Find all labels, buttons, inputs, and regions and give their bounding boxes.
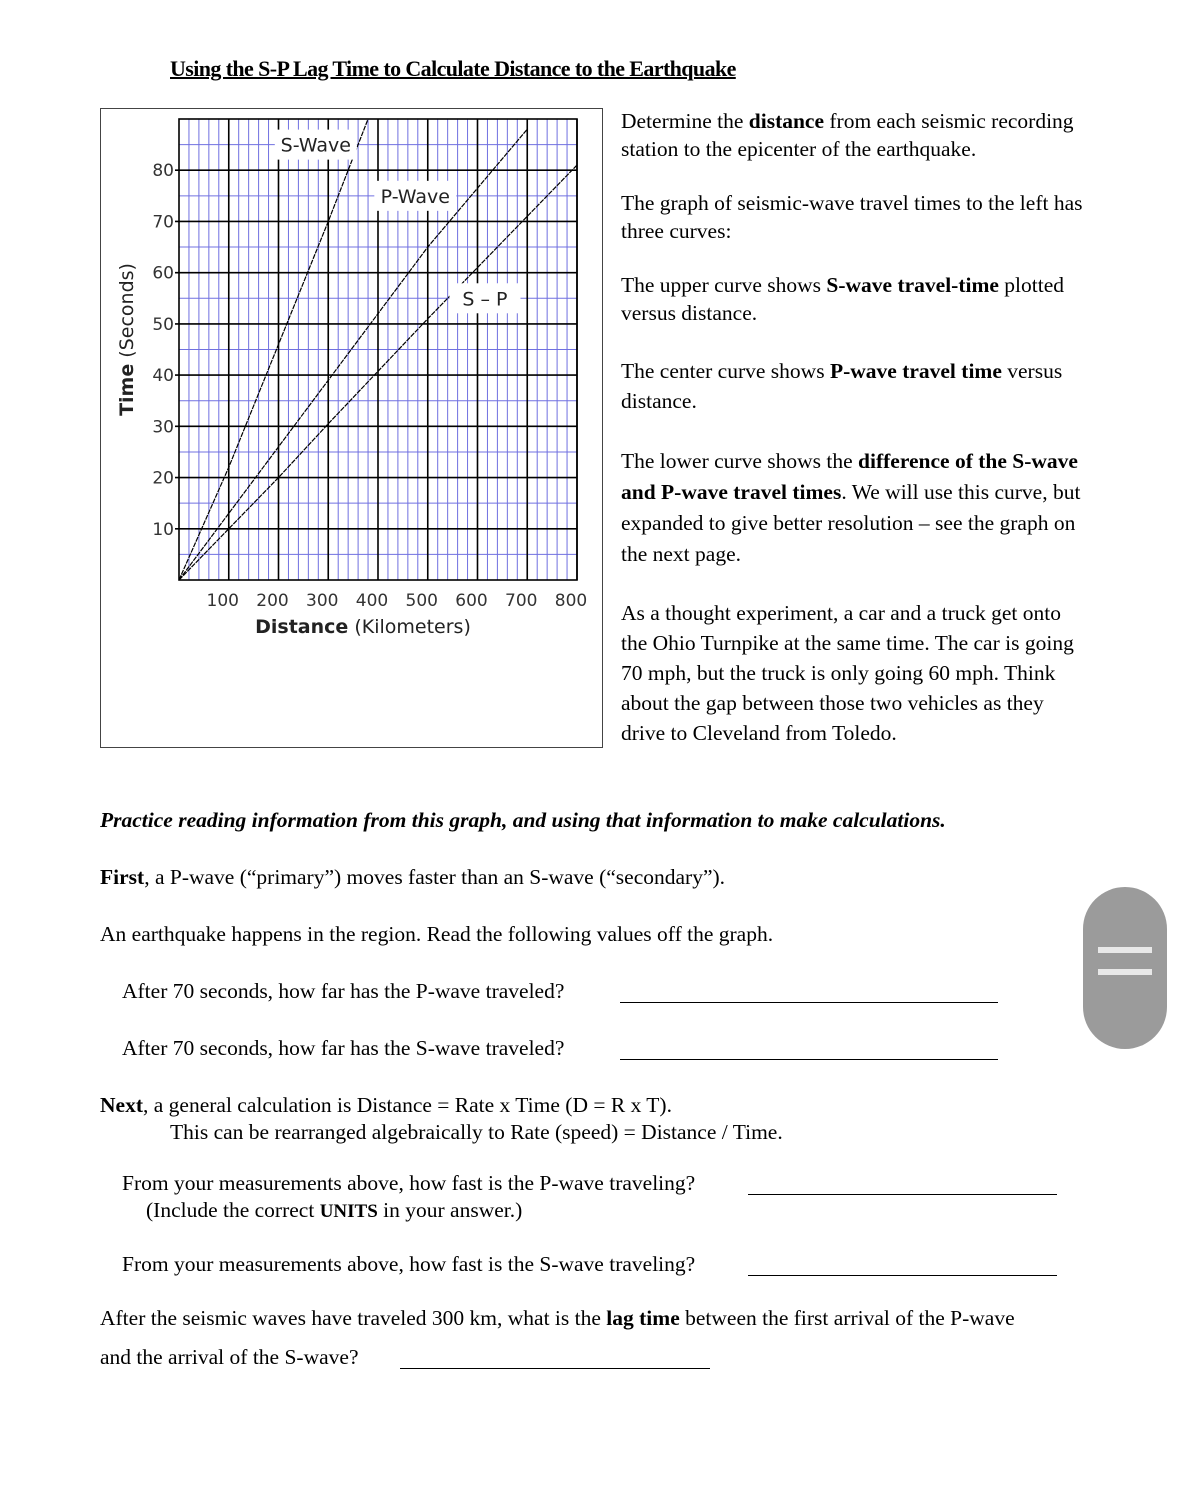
annotation-label: S – P — [462, 288, 508, 311]
y-axis-title: Time (Seconds) — [116, 263, 138, 416]
bold-text: P-wave travel time — [829, 359, 1002, 383]
chart-svg — [101, 109, 604, 749]
y-tick-label: 70 — [152, 212, 174, 233]
y-tick-label: 40 — [152, 366, 174, 387]
x-tick-label: 100 — [206, 591, 239, 611]
x-tick-label: 800 — [554, 591, 588, 611]
intro-paragraph — [621, 108, 1091, 163]
menu-handle-button[interactable] — [1083, 887, 1167, 1049]
text: versus distance. — [621, 359, 1063, 413]
bold-text: distance — [748, 109, 825, 133]
y-tick-label: 80 — [152, 161, 174, 182]
answer-blank-s-speed[interactable] — [748, 1275, 1057, 1276]
lower-curve-paragraph — [621, 446, 1091, 570]
menu-bar-icon — [1098, 947, 1152, 953]
rearranged-line: This can be rearranged algebraically to Rate (speed) = Distance / Time. — [170, 1120, 783, 1144]
y-tick-label: 10 — [152, 519, 174, 540]
bold-text: difference of the S-wave and P-wave travel times — [621, 449, 1078, 504]
text: in your answer.) — [377, 1198, 523, 1222]
bold-text: First — [100, 865, 145, 889]
bold-text: UNITS — [319, 1201, 378, 1222]
text: The lower curve shows the — [621, 449, 859, 473]
lag-time-question-line2: and the arrival of the S-wave? — [100, 1345, 359, 1369]
instructions-column — [621, 108, 1091, 775]
text: Determine the — [621, 109, 749, 133]
answer-blank-p-distance[interactable] — [620, 1002, 998, 1003]
text: (Include the correct — [146, 1198, 320, 1222]
text: . We will use this curve, but expanded to give better resolution – see the graph on the next page. — [621, 480, 1081, 566]
x-axis-title: Distance (Kilometers) — [255, 616, 471, 638]
annotation-label: S-Wave — [280, 134, 351, 157]
x-tick-label: 400 — [355, 591, 389, 611]
text: The center curve shows — [621, 359, 830, 383]
lag-time-question — [100, 1308, 1015, 1330]
curves-paragraph: The graph of seismic-wave travel times to the left has three curves: — [621, 191, 1083, 243]
thought-experiment-paragraph: As a thought experiment, a car and a truck get onto the Ohio Turnpike at the same time. The car is going 70 mph, but the truck is only going 60 mph. Think about the gap between those two vehicles as they drive to Cleveland from Toledo. — [621, 601, 1074, 745]
text: plotted versus distance. — [621, 273, 1065, 325]
y-tick-label: 20 — [152, 468, 174, 489]
y-tick-label: 60 — [152, 263, 174, 284]
question-s-wave-distance: After 70 seconds, how far has the S-wave traveled? — [122, 1036, 565, 1060]
question-p-wave-distance: After 70 seconds, how far has the P-wave traveled? — [122, 979, 565, 1003]
answer-blank-lag-time[interactable] — [400, 1368, 710, 1369]
text: The upper curve shows — [621, 273, 827, 297]
bold-text: lag time — [606, 1306, 680, 1330]
x-tick-label: 500 — [405, 591, 438, 611]
bold-text: Next — [100, 1093, 143, 1117]
first-line — [100, 867, 725, 889]
travel-time-chart — [100, 108, 603, 748]
y-tick-label: 30 — [152, 417, 174, 438]
x-tick-label: 200 — [256, 591, 289, 611]
page-title: Using the S-P Lag Time to Calculate Distance to the Earthquake — [170, 56, 736, 81]
answer-blank-s-distance[interactable] — [620, 1059, 998, 1060]
x-tick-label: 600 — [455, 591, 488, 611]
units-note — [146, 1200, 522, 1222]
menu-bar-icon — [1098, 969, 1152, 975]
text: After the seismic waves have traveled 300 km, what is the — [100, 1306, 607, 1330]
center-curve-paragraph — [621, 356, 1091, 416]
text: , a general calculation is Distance = Rate x Time (D = R x T). — [142, 1093, 672, 1117]
answer-blank-p-speed[interactable] — [748, 1194, 1057, 1195]
earthquake-line: An earthquake happens in the region. Read the following values off the graph. — [100, 922, 774, 946]
bold-text: S-wave travel-time — [826, 273, 999, 297]
x-tick-label: 700 — [505, 591, 538, 611]
next-line — [100, 1095, 672, 1117]
upper-curve-paragraph — [621, 272, 1091, 327]
y-tick-label: 50 — [152, 314, 174, 335]
x-tick-label: 300 — [306, 591, 339, 611]
annotation-label: P-Wave — [380, 185, 450, 208]
text: , a P-wave (“primary”) moves faster than an S-wave (“secondary”). — [144, 865, 726, 889]
question-s-wave-speed: From your measurements above, how fast is the S-wave traveling? — [122, 1252, 696, 1276]
text: between the first arrival of the P-wave — [679, 1306, 1015, 1330]
text: from each seismic recording station to the epicenter of the earthquake. — [621, 109, 1074, 161]
question-p-wave-speed: From your measurements above, how fast is the P-wave traveling? — [122, 1171, 696, 1195]
practice-heading: Practice reading information from this graph, and using that information to make calculations. — [100, 808, 946, 832]
